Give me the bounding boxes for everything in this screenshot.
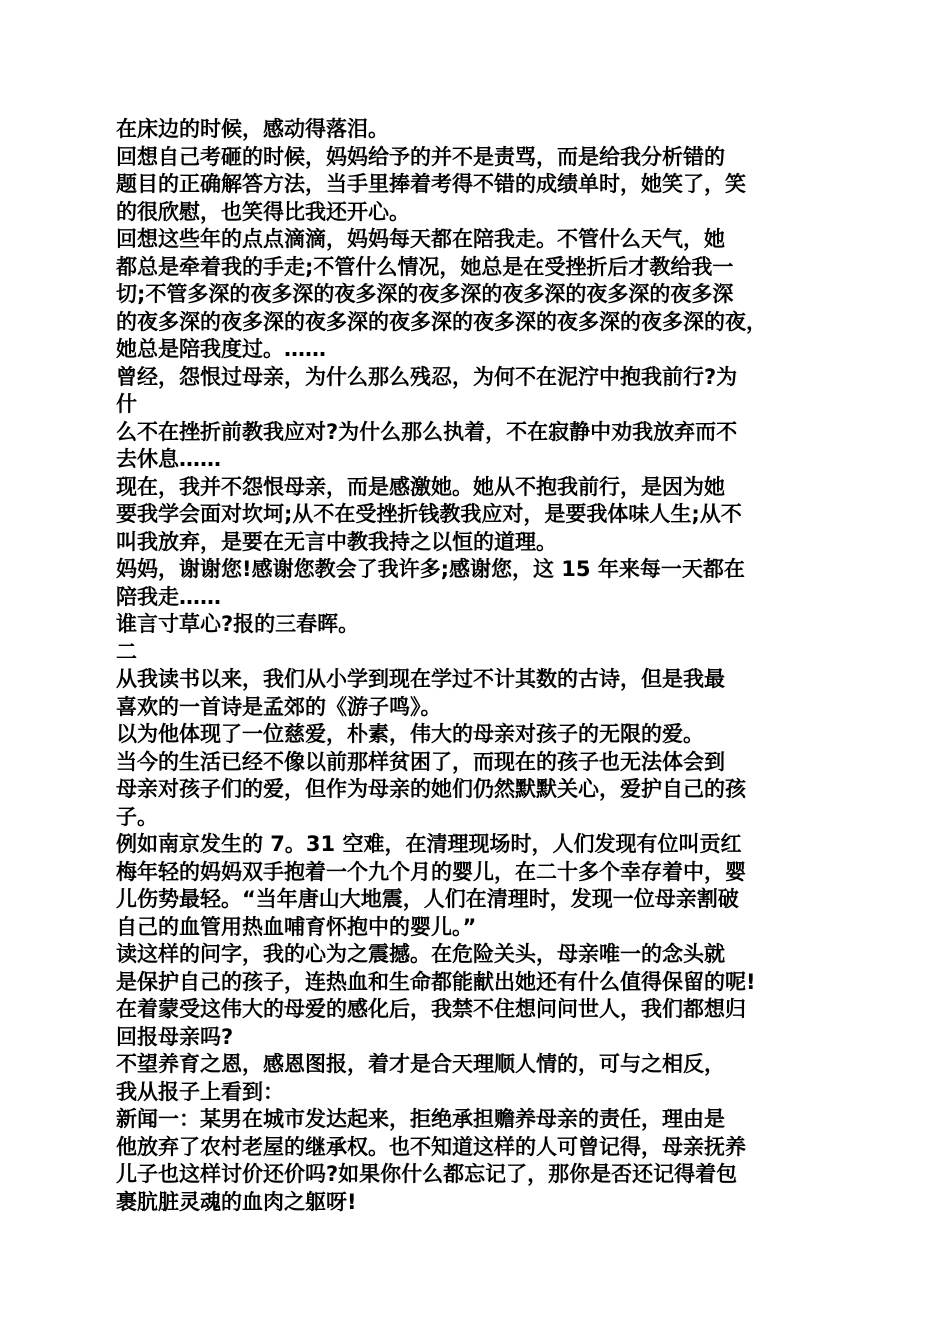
text-line: 叫我放弃，是要在无言中教我持之以恒的道理。 — [116, 529, 557, 554]
text-line: 是保护自己的孩子，连热血和生命都能献出她还有什么值得保留的呢! — [116, 969, 756, 994]
text-line: 的夜多深的夜多深的夜多深的夜多深的夜多深的夜多深的夜多深的夜， — [116, 309, 767, 334]
text-line: 以为他体现了一位慈爱，朴素，伟大的母亲对孩子的无限的爱。 — [116, 722, 704, 746]
text-line: 的很欣慰，也笑得比我还开心。 — [116, 199, 410, 224]
text-line: 回想这些年的点点滴滴，妈妈每天都在陪我走。不管什么天气，她 — [116, 227, 725, 251]
text-line: 儿伤势最轻。“当年唐山大地震，人们在清理时，发现一位母亲割破 — [116, 887, 739, 911]
text-line: 自己的血管用热血哺育怀抱中的婴儿。” — [116, 914, 477, 939]
text-line: 在床边的时候，感动得落泪。 — [116, 117, 389, 141]
text-line: 什 — [116, 392, 137, 416]
text-line: 陪我走…… — [116, 584, 221, 609]
text-line: 喜欢的一首诗是孟郊的《游子鸣》。 — [116, 694, 442, 719]
text-line: 例如南京发生的 7。31 空难，在清理现场时，人们发现有位叫贡红 — [116, 832, 742, 856]
text-line: 都总是牵着我的手走;不管什么情况，她总是在受挫折后才教给我一 — [116, 254, 734, 279]
text-line: 去休息…… — [116, 447, 221, 471]
document-body — [116, 116, 846, 1216]
text-line: 二 — [116, 639, 137, 664]
text-line: 题目的正确解答方法，当手里捧着考得不错的成绩单时，她笑了，笑 — [116, 172, 746, 196]
text-line: 他放弃了农村老屋的继承权。也不知道这样的人可曾记得，母亲抚养 — [116, 1134, 746, 1159]
text-line: 回想自己考砸的时候，妈妈给予的并不是责骂，而是给我分析错的 — [116, 144, 725, 169]
text-line: 儿子也这样讨价还价吗?如果你什么都忘记了，那你是否还记得着包 — [116, 1162, 738, 1186]
text-line: 在着蒙受这伟大的母爱的感化后，我禁不住想问问世人，我们都想归 — [116, 997, 746, 1021]
text-line: 不望养育之恩，感恩图报，着才是合天理顺人情的，可与之相反， — [116, 1052, 725, 1076]
text-line: 梅年轻的妈妈双手抱着一个九个月的婴儿，在二十多个幸存着中，婴 — [116, 859, 746, 884]
text-line: 她总是陪我度过。…… — [116, 337, 326, 361]
text-line: 子。 — [116, 804, 158, 829]
text-line: 谁言寸草心?报的三春晖。 — [116, 612, 360, 636]
text-line: 裹肮脏灵魂的血肉之躯呀! — [116, 1189, 357, 1214]
text-line: 我从报子上看到： — [116, 1079, 284, 1104]
text-line: 读这样的问字，我的心为之震撼。在危险关头，母亲唯一的念头就 — [116, 942, 725, 966]
text-line: 切;不管多深的夜多深的夜多深的夜多深的夜多深的夜多深的夜多深 — [116, 282, 734, 306]
text-line: 当今的生活已经不像以前那样贫困了，而现在的孩子也无法体会到 — [116, 749, 725, 774]
text-line: 新闻一：某男在城市发达起来，拒绝承担赡养母亲的责任，理由是 — [116, 1107, 725, 1131]
text-line: 妈妈，谢谢您!感谢您教会了我许多;感谢您，这 15 年来每一天都在 — [116, 557, 745, 581]
text-line: 要我学会面对坎坷;从不在受挫折钱教我应对，是要我体味人生;从不 — [116, 502, 742, 526]
text-line: 从我读书以来，我们从小学到现在学过不计其数的古诗，但是我最 — [116, 667, 725, 691]
text-line: 曾经，怨恨过母亲，为什么那么残忍，为何不在泥泞中抱我前行?为 — [116, 364, 738, 389]
text-line: 母亲对孩子们的爱，但作为母亲的她们仍然默默关心，爱护自己的孩 — [116, 777, 746, 801]
text-line: 么不在挫折前教我应对?为什么那么执着，不在寂静中劝我放弃而不 — [116, 419, 738, 444]
text-line: 现在，我并不怨恨母亲，而是感激她。她从不抱我前行，是因为她 — [116, 474, 725, 499]
text-line: 回报母亲吗? — [116, 1024, 234, 1049]
